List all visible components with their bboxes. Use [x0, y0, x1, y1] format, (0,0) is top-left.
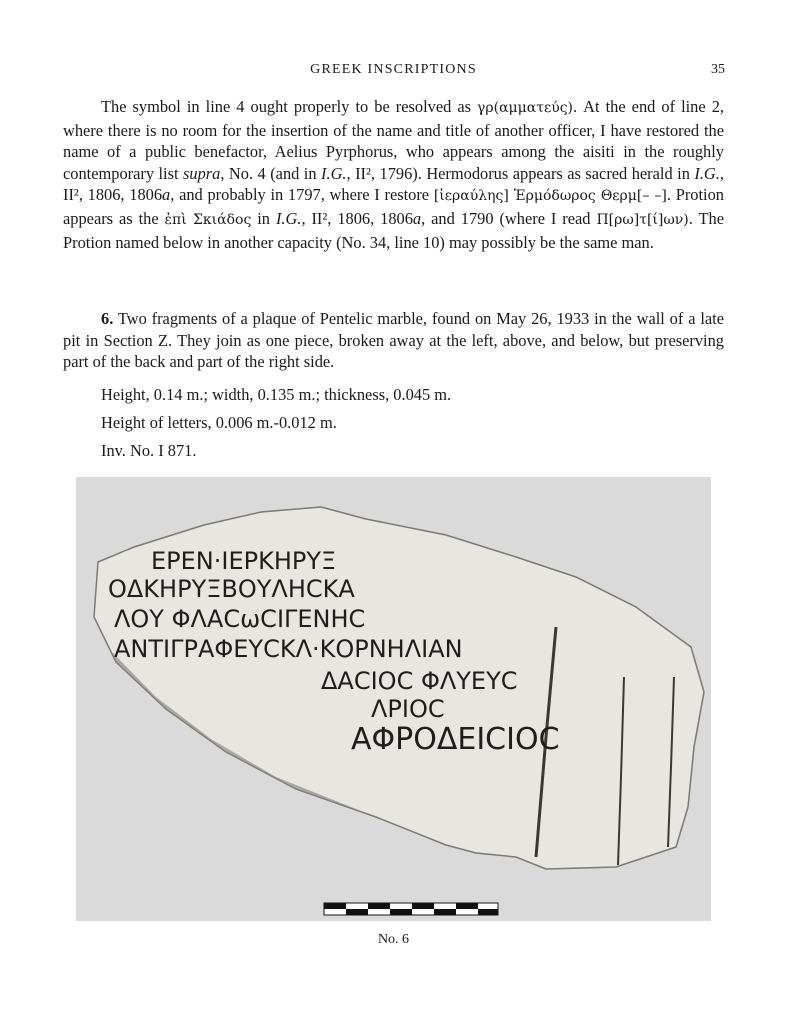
entry-description: Two fragments of a plaque of Pentelic marble, found on May 26, 1933 in the wall of a late pit in Section Z. They join as one piece, broken away at the left, above, and below, but preserving part of the back and part of the right side. [63, 309, 724, 372]
entry-number: 6. [101, 309, 114, 328]
inscription-photo-svg [76, 477, 711, 921]
text-run: , and probably in 1797, where I restore [170, 185, 434, 205]
italic-text: I.G. [694, 163, 720, 183]
text-run: in [251, 208, 276, 228]
greek-text: γρ(αμματεύς) [477, 100, 574, 116]
inscription-line: ΑΦΡΟΔΕΙCΙΟC [351, 722, 560, 757]
greek-text: Π[ρω]τ[ί]ων) [596, 211, 689, 228]
letter-height-line: Height of letters, 0.006 m.-0.012 m. [101, 413, 337, 432]
inscription-line: ΛΡΙΟC [371, 695, 445, 723]
commentary-paragraph [63, 96, 724, 253]
inscription-line: ΟΔΚΗΡΥΞΒΟΥΛΗCΚΑ [108, 575, 355, 603]
italic-text: a [412, 208, 422, 228]
page-number: 35 [711, 62, 725, 77]
text-run: The symbol in line 4 ought properly to be resolved as [101, 97, 478, 116]
text-run: . Protion appears as the [63, 185, 724, 228]
text-run: , II², 1796). Hermodorus appears as sacred herald in [346, 163, 695, 183]
inscription-photo [76, 477, 711, 921]
text-run: , and 1790 (where I read [421, 208, 597, 228]
italic-text: a [162, 185, 171, 205]
inscription-line: ΛΟΥ ΦΛΑCωCΙΓΕΝΗC [114, 605, 366, 633]
text-run: , II², 1806, 1806 [301, 208, 413, 228]
greek-text: [ἱεραύλης] Ἑρμόδωρος Θερμ[– –] [433, 188, 667, 205]
italic-text: I.G. [321, 163, 347, 183]
inscription-line: ΑΝΤΙΓΡΑΦΕΥCΚΛ·ΚΟΡΝΗΛΙΑΝ [114, 635, 463, 663]
inscription-line: ΕΡΕΝ·ΙΕΡΚΗΡΥΞ [151, 547, 337, 575]
dimensions-line: Height, 0.14 m.; width, 0.135 m.; thickness, 0.045 m. [101, 385, 452, 404]
text-run: . The Protion named below in another capacity (No. 34, line 10) may possibly be the same man. [63, 208, 724, 252]
text-run: , II², 1806, 1806 [63, 163, 724, 205]
greek-text: ἐπὶ Σκιάδος [164, 211, 252, 228]
figure-caption: No. 6 [377, 932, 410, 947]
inscription-line: ΔΑCΙΟC ΦΛΥΕΥC [321, 667, 518, 695]
page-header [0, 62, 787, 82]
entry-paragraph [63, 308, 724, 373]
italic-text: supra [183, 163, 221, 183]
text-run: , No. 4 (and in [220, 163, 322, 183]
inventory-line: Inv. No. I 871. [101, 441, 197, 460]
scale-bar [324, 903, 498, 915]
running-title: GREEK INSCRIPTIONS [310, 62, 477, 77]
text-run: . At the end of line 2, where there is no room for the insertion of the name and title of another officer, I have restored the name of a public benefactor, Aelius Pyrphorus, who appears among the aisiti in the roughly contemporary list [63, 97, 724, 183]
italic-text: I.G. [275, 208, 302, 228]
